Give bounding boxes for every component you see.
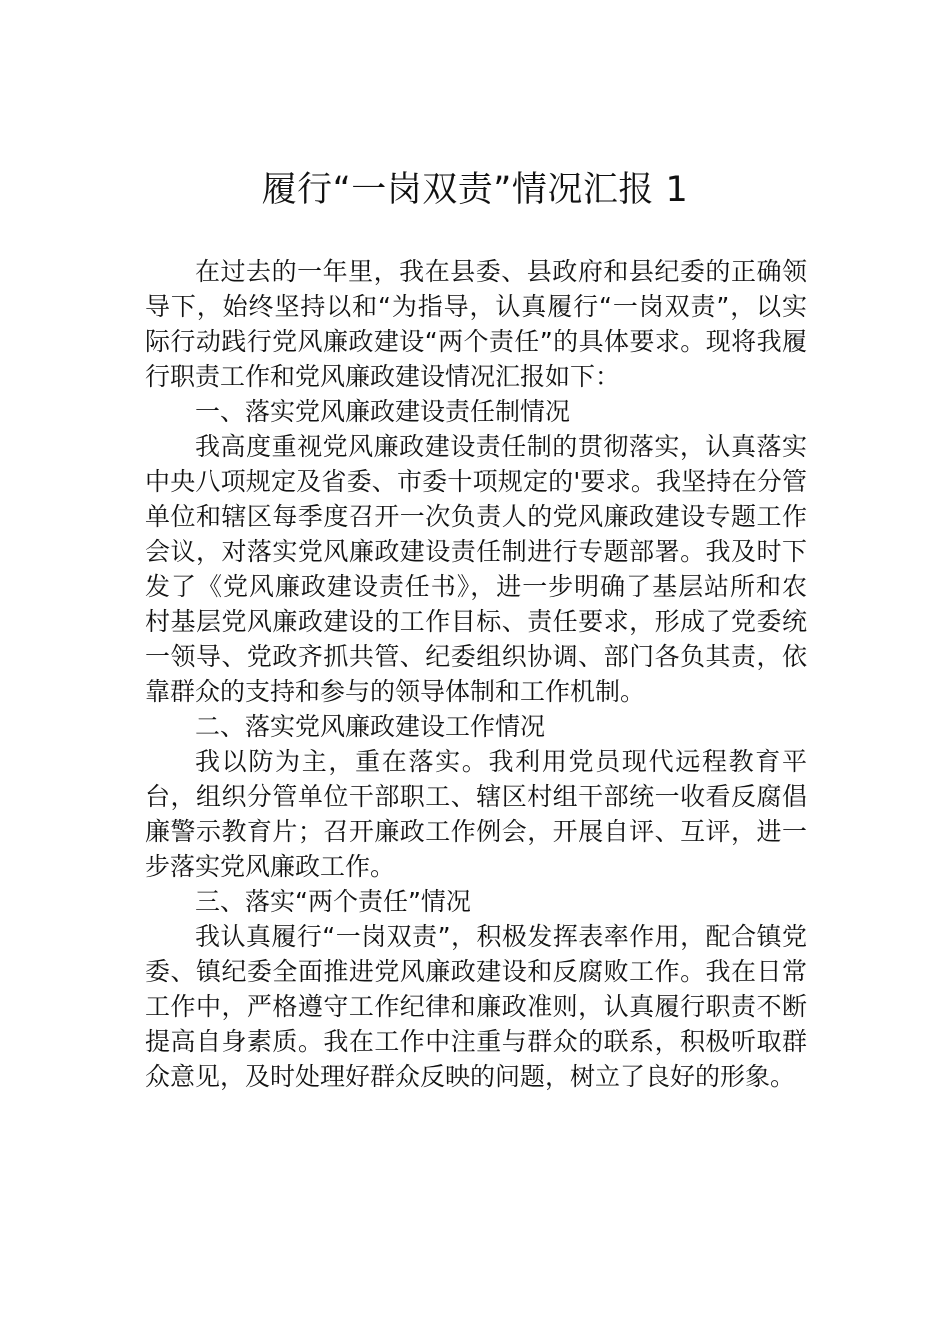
document-body — [145, 254, 807, 1094]
section-paragraph-3: 我认真履行“一岗双责”，积极发挥表率作用，配合镇党委、镇纪委全面推进党风廉政建设和反腐败工作。我在日常工作中，严格遵守工作纪律和廉政准则，认真履行职责不断提高自身素质。我在工作中注重与群众的联系，积极听取群众意见，及时处理好群众反映的问题，树立了良好的形象。 — [145, 922, 807, 1091]
section-paragraph-2: 我以防为主，重在落实。我利用党员现代远程教育平台，组织分管单位干部职工、辖区村组干部统一收看反腐倡廉警示教育片；召开廉政工作例会，开展自评、互评，进一步落实党风廉政工作。 — [145, 747, 807, 881]
section-heading-2: 二、落实党风廉政建设工作情况 — [195, 712, 546, 741]
section-heading-1: 一、落实党风廉政建设责任制情况 — [195, 397, 571, 426]
document-title: 履行“一岗双责”情况汇报 1 — [261, 170, 689, 210]
section-heading-3: 三、落实“两个责任”情况 — [195, 887, 471, 916]
section-paragraph-1: 我高度重视党风廉政建设责任制的贯彻落实，认真落实中央八项规定及省委、市委十项规定的'要求。我坚持在分管单位和辖区每季度召开一次负责人的党风廉政建设专题工作会议，对落实党风廉政建设责任制进行专题部署。我及时下发了《党风廉政建设责任书》，进一步明确了基层站所和农村基层党风廉政建设的工作目标、责任要求，形成了党委统一领导、党政齐抓共管、纪委组织协调、部门各负其责，依靠群众的支持和参与的领导体制和工作机制。 — [145, 432, 807, 706]
intro-paragraph: 在过去的一年里，我在县委、县政府和县纪委的正确领导下，始终坚持以和“为指导，认真履行“一岗双责”，以实际行动践行党风廉政建设“两个责任”的具体要求。现将我履行职责工作和党风廉政建设情况汇报如下： — [145, 257, 807, 391]
